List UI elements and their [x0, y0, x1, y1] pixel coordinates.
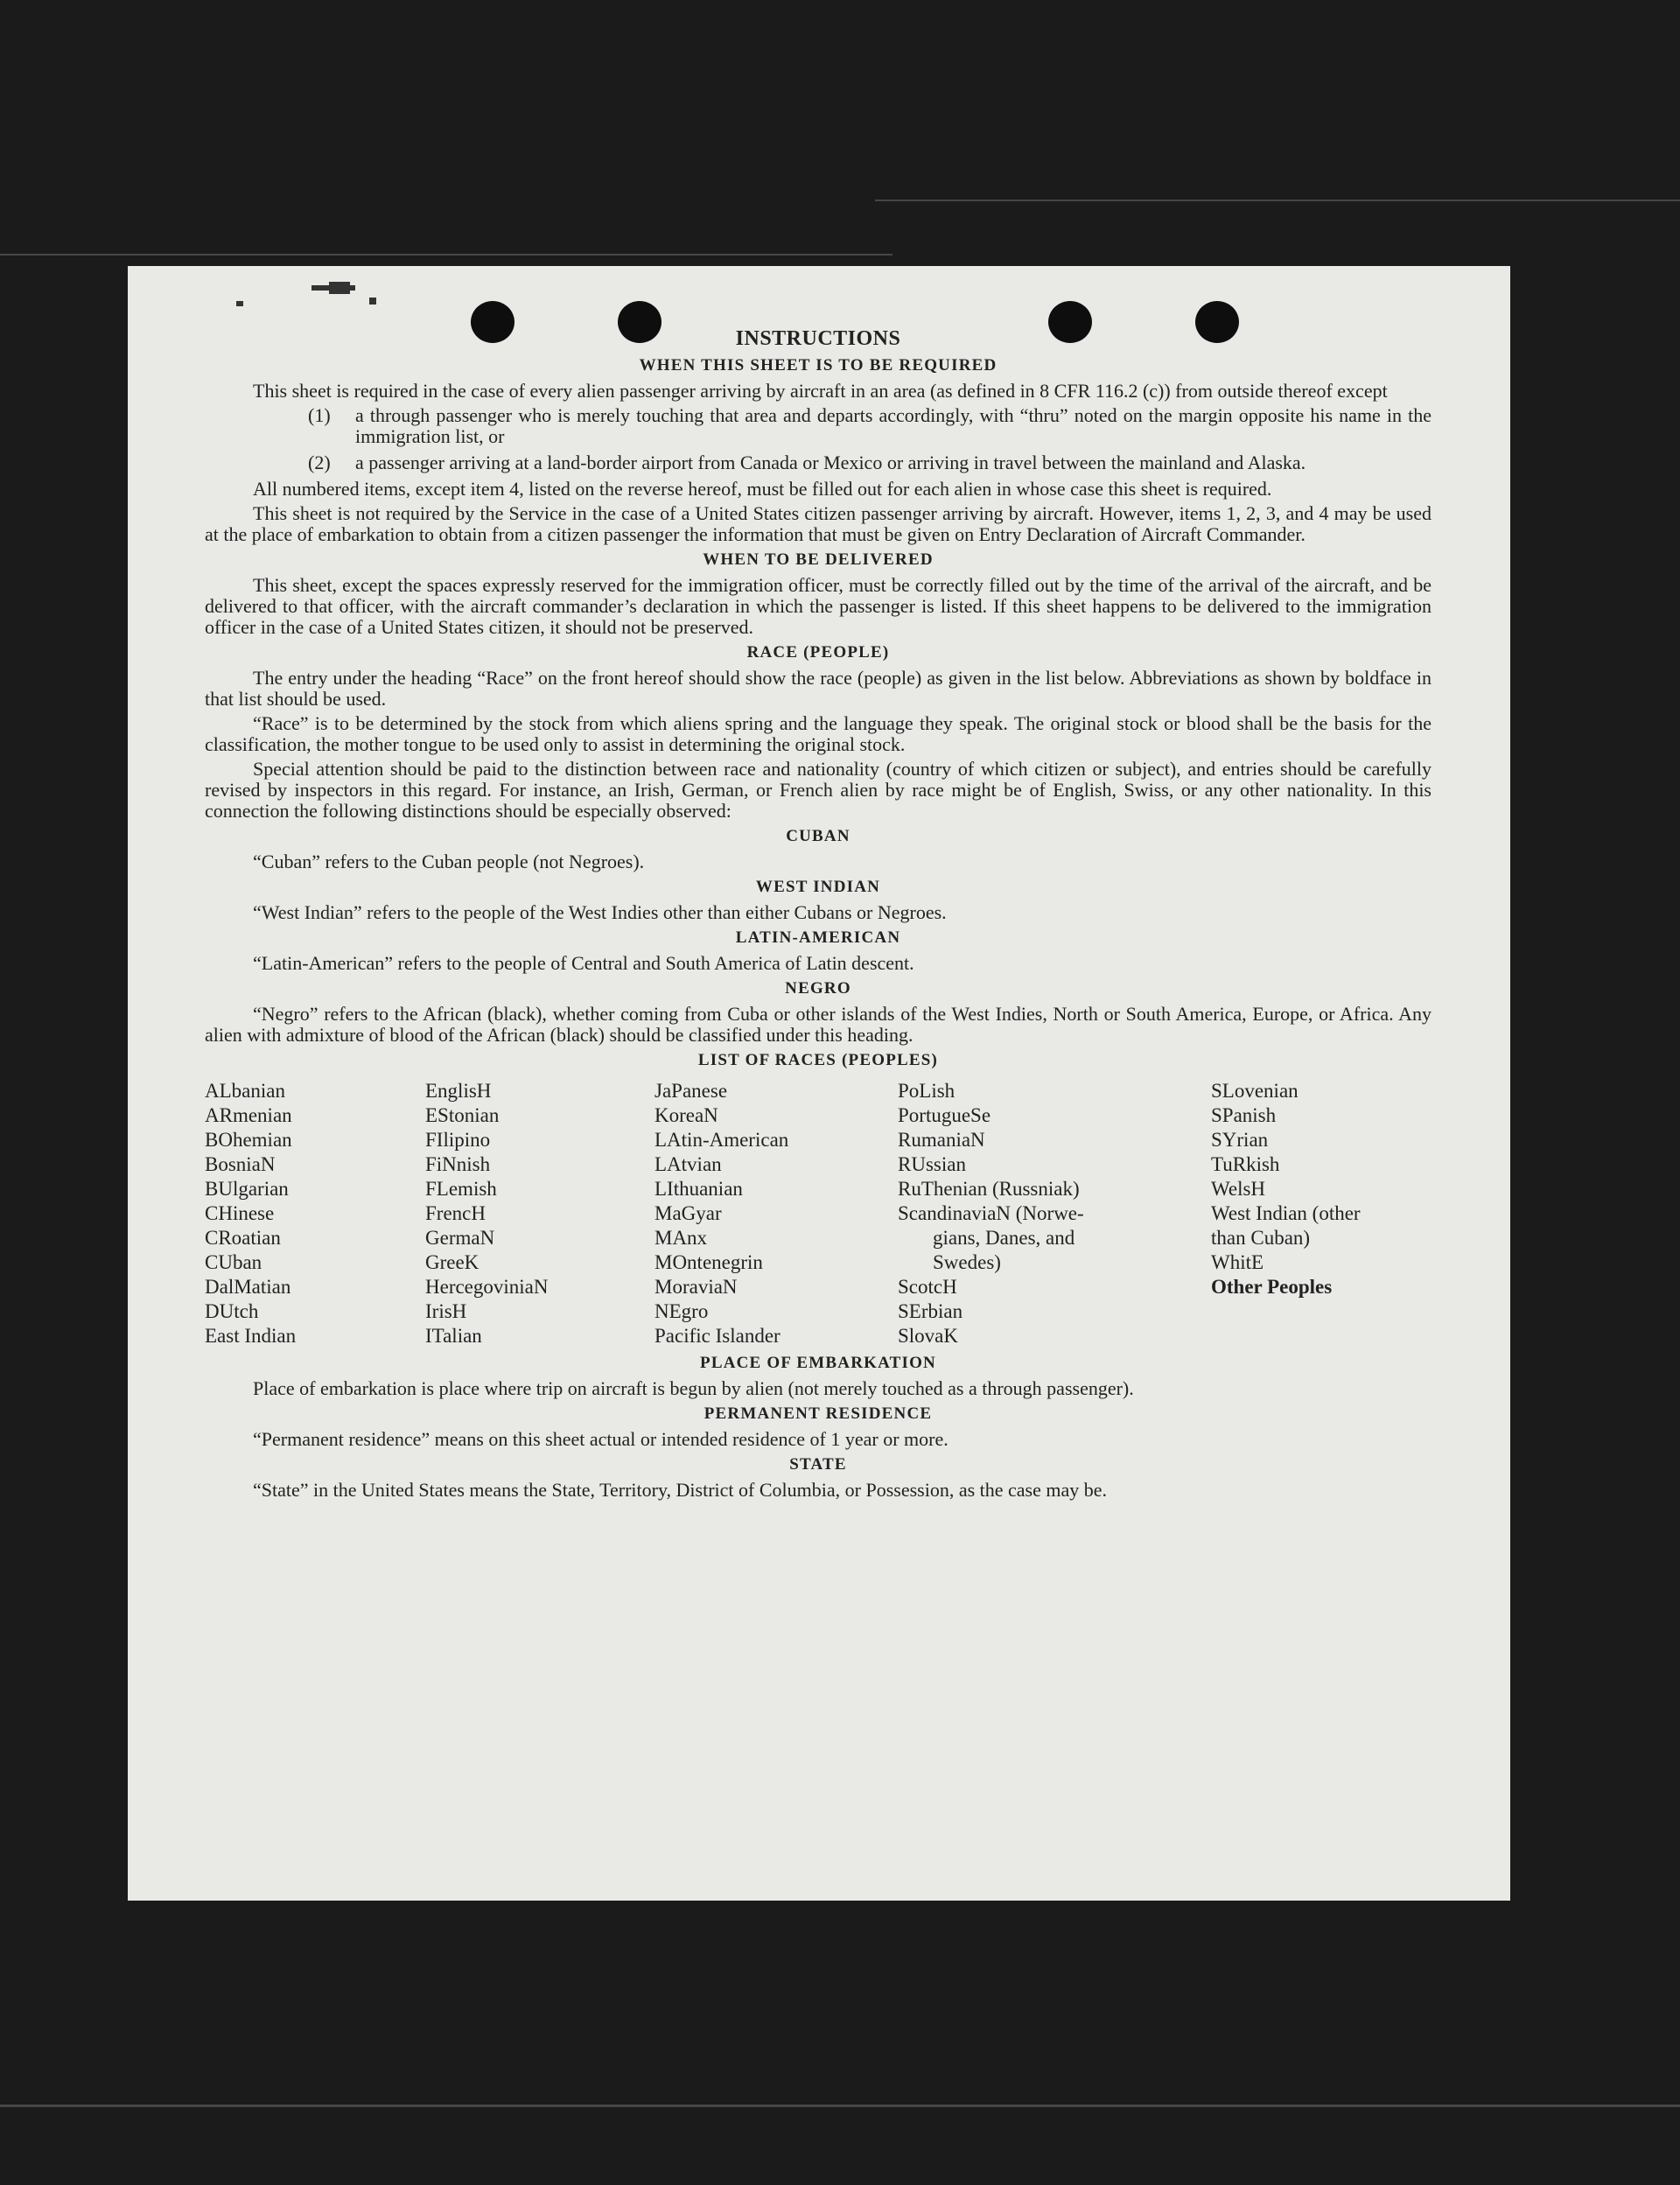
race-entry: ALbanian [205, 1080, 285, 1102]
race-entry: GreeK [425, 1251, 480, 1273]
race-para-3: Special attention should be paid to the distinction between race and nationality (country of which citizen or subject), and entries should be carefully revised by inspectors in this regard. For instance, an Irish, German, or French alien by race might be of English, Swiss, or any other nationality. In this connection the following distinctions should be especially observed: [205, 758, 1432, 822]
delivered-text: This sheet, except the spaces expressly reserved for the immigration officer, must be correctly filled out by the time of the arrival of the aircraft, and be delivered to that officer, with the aircraft commander’s declaration in which the passenger is listed. If this sheet happens to be delivered to the immigration officer in the case of a United States citizen, it should not be preserved. [205, 574, 1432, 638]
speck [329, 282, 350, 294]
race-entry: gians, Danes, and [933, 1227, 1075, 1249]
section-heading-residence: PERMANENT RESIDENCE [704, 1404, 933, 1423]
races-column [654, 1079, 898, 1348]
race-entry: SErbian [898, 1300, 963, 1322]
exception-item [308, 405, 1432, 447]
exception-item [308, 452, 1432, 473]
section-heading-cuban: CUBAN [786, 827, 850, 845]
race-entry: BosniaN [205, 1153, 276, 1175]
race-entry: CRoatian [205, 1227, 281, 1249]
race-entry: FIlipino [425, 1129, 491, 1151]
race-entry: DalMatian [205, 1276, 291, 1298]
section-heading-required: WHEN THIS SHEET IS TO BE REQUIRED [639, 356, 998, 375]
races-list [205, 1079, 1432, 1348]
race-entry: EStonian [425, 1104, 500, 1126]
state-text: “State” in the United States means the State, Territory, District of Columbia, or Possession, as the case may be. [253, 1479, 1108, 1501]
race-entry: LAtvian [654, 1153, 722, 1175]
punch-hole [1048, 301, 1092, 343]
item-number: (1) [308, 404, 331, 426]
speck [236, 301, 243, 306]
race-entry: IrisH [425, 1300, 467, 1322]
race-para-2: “Race” is to be determined by the stock from which aliens spring and the language they speak. The original stock or blood shall be the basis for the classification, the mother tongue to be used only to assist in determining the original stock. [205, 712, 1432, 755]
race-entry: HercegoviniaN [425, 1276, 549, 1298]
races-column [425, 1079, 654, 1348]
west-indian-text: “West Indian” refers to the people of the West Indies other than either Cubans or Negroes. [253, 901, 947, 923]
race-entry: Swedes) [933, 1251, 1001, 1273]
race-entry: PoLish [898, 1080, 956, 1102]
section-heading-races-list: LIST OF RACES (PEOPLES) [697, 1051, 939, 1069]
instruction-sheet [128, 266, 1510, 1901]
scan-artifact-line [0, 2104, 1680, 2107]
race-entry: GermaN [425, 1227, 495, 1249]
race-entry: Pacific Islander [654, 1325, 780, 1347]
item-number: (2) [308, 452, 331, 473]
required-intro: This sheet is required in the case of every alien passenger arriving by aircraft in an area (as defined in 8 CFR 116.2 (c)) from outside thereof except [253, 380, 1388, 402]
race-entry: FiNnish [425, 1153, 491, 1175]
race-entry: ITalian [425, 1325, 482, 1347]
race-entry: RuThenian (Russniak) [898, 1178, 1080, 1200]
race-entry: ScandinaviaN (Norwe- [898, 1202, 1084, 1224]
race-entry: West Indian (other [1211, 1202, 1361, 1224]
race-entry: KoreaN [654, 1104, 718, 1126]
section-heading-race: RACE (PEOPLE) [746, 643, 890, 662]
race-entry: MOntenegrin [654, 1251, 763, 1273]
race-entry: WhitE [1211, 1251, 1264, 1273]
scan-artifact-line [875, 200, 1680, 201]
race-entry: FrencH [425, 1202, 486, 1224]
embarkation-text: Place of embarkation is place where trip on aircraft is begun by alien (not merely touched as a through passenger). [253, 1377, 1134, 1399]
section-heading-latin-american: LATIN-AMERICAN [735, 928, 901, 947]
race-entry: ScotcH [898, 1276, 957, 1298]
scan-artifact-line [0, 254, 892, 256]
section-heading-delivered: WHEN TO BE DELIVERED [703, 550, 934, 569]
race-entry: RUssian [898, 1153, 966, 1175]
race-para-1: The entry under the heading “Race” on the front hereof should show the race (people) as given in the list below. Abbreviations as shown by boldface in that list should be used. [205, 667, 1432, 710]
race-entry: FLemish [425, 1178, 497, 1200]
race-entry: TuRkish [1211, 1153, 1280, 1175]
required-para-3: This sheet is not required by the Service in the case of a United States citizen passenger arriving by aircraft. However, items 1, 2, 3, and 4 may be used at the place of embarkation to obtain from a citizen passenger the information that must be given on Entry Declaration of Aircraft Commander. [205, 502, 1432, 545]
race-entry: than Cuban) [1211, 1227, 1311, 1249]
residence-text: “Permanent residence” means on this sheet actual or intended residence of 1 year or more. [253, 1428, 948, 1450]
page-title: INSTRUCTIONS [735, 327, 901, 350]
races-column [1211, 1079, 1426, 1348]
latin-american-text: “Latin-American” refers to the people of Central and South America of Latin descent. [253, 952, 914, 974]
race-entry: MaGyar [654, 1202, 722, 1224]
cuban-text: “Cuban” refers to the Cuban people (not Negroes). [253, 851, 645, 872]
section-heading-embarkation: PLACE OF EMBARKATION [700, 1354, 936, 1372]
race-entry: LAtin-American [654, 1129, 789, 1151]
race-entry: SLovenian [1211, 1080, 1298, 1102]
required-para-2: All numbered items, except item 4, listed on the reverse hereof, must be filled out for each alien in whose case this sheet is required. [253, 478, 1272, 500]
race-entry: SPanish [1211, 1104, 1277, 1126]
negro-text: “Negro” refers to the African (black), whether coming from Cuba or other islands of the West Indies, North or South America, Europe, or Africa. Any alien with admixture of blood of the African (black) should be classified under this heading. [205, 1003, 1432, 1046]
race-entry: SlovaK [898, 1325, 958, 1347]
race-entry: WelsH [1211, 1178, 1266, 1200]
section-heading-west-indian: WEST INDIAN [755, 878, 881, 896]
speck [369, 298, 376, 305]
race-entry: East Indian [205, 1325, 297, 1347]
item-text: a passenger arriving at a land-border airport from Canada or Mexico or arriving in travel between the mainland and Alaska. [355, 452, 1306, 473]
race-entry: ARmenian [205, 1104, 292, 1126]
race-entry: JaPanese [654, 1080, 728, 1102]
punch-hole [1195, 301, 1239, 343]
race-entry: CUban [205, 1251, 262, 1273]
race-entry: NEgro [654, 1300, 709, 1322]
race-entry: DUtch [205, 1300, 259, 1322]
section-heading-negro: NEGRO [785, 979, 851, 998]
race-entry: BUlgarian [205, 1178, 289, 1200]
races-column [205, 1079, 425, 1348]
race-entry: MAnx [654, 1227, 708, 1249]
race-entry: SYrian [1211, 1129, 1269, 1151]
races-column [898, 1079, 1211, 1348]
punch-hole [471, 301, 514, 343]
race-entry: Other Peoples [1211, 1276, 1333, 1298]
punch-hole [618, 301, 662, 343]
item-text: a through passenger who is merely touching that area and departs accordingly, with “thru” noted on the margin opposite his name in the immigration list, or [355, 404, 1432, 447]
race-entry: RumaniaN [898, 1129, 985, 1151]
section-heading-state: STATE [789, 1455, 847, 1474]
race-entry: CHinese [205, 1202, 275, 1224]
race-entry: BOhemian [205, 1129, 292, 1151]
race-entry: EnglisH [425, 1080, 492, 1102]
race-entry: MoraviaN [654, 1276, 738, 1298]
race-entry: PortugueSe [898, 1104, 991, 1126]
race-entry: LIthuanian [654, 1178, 743, 1200]
